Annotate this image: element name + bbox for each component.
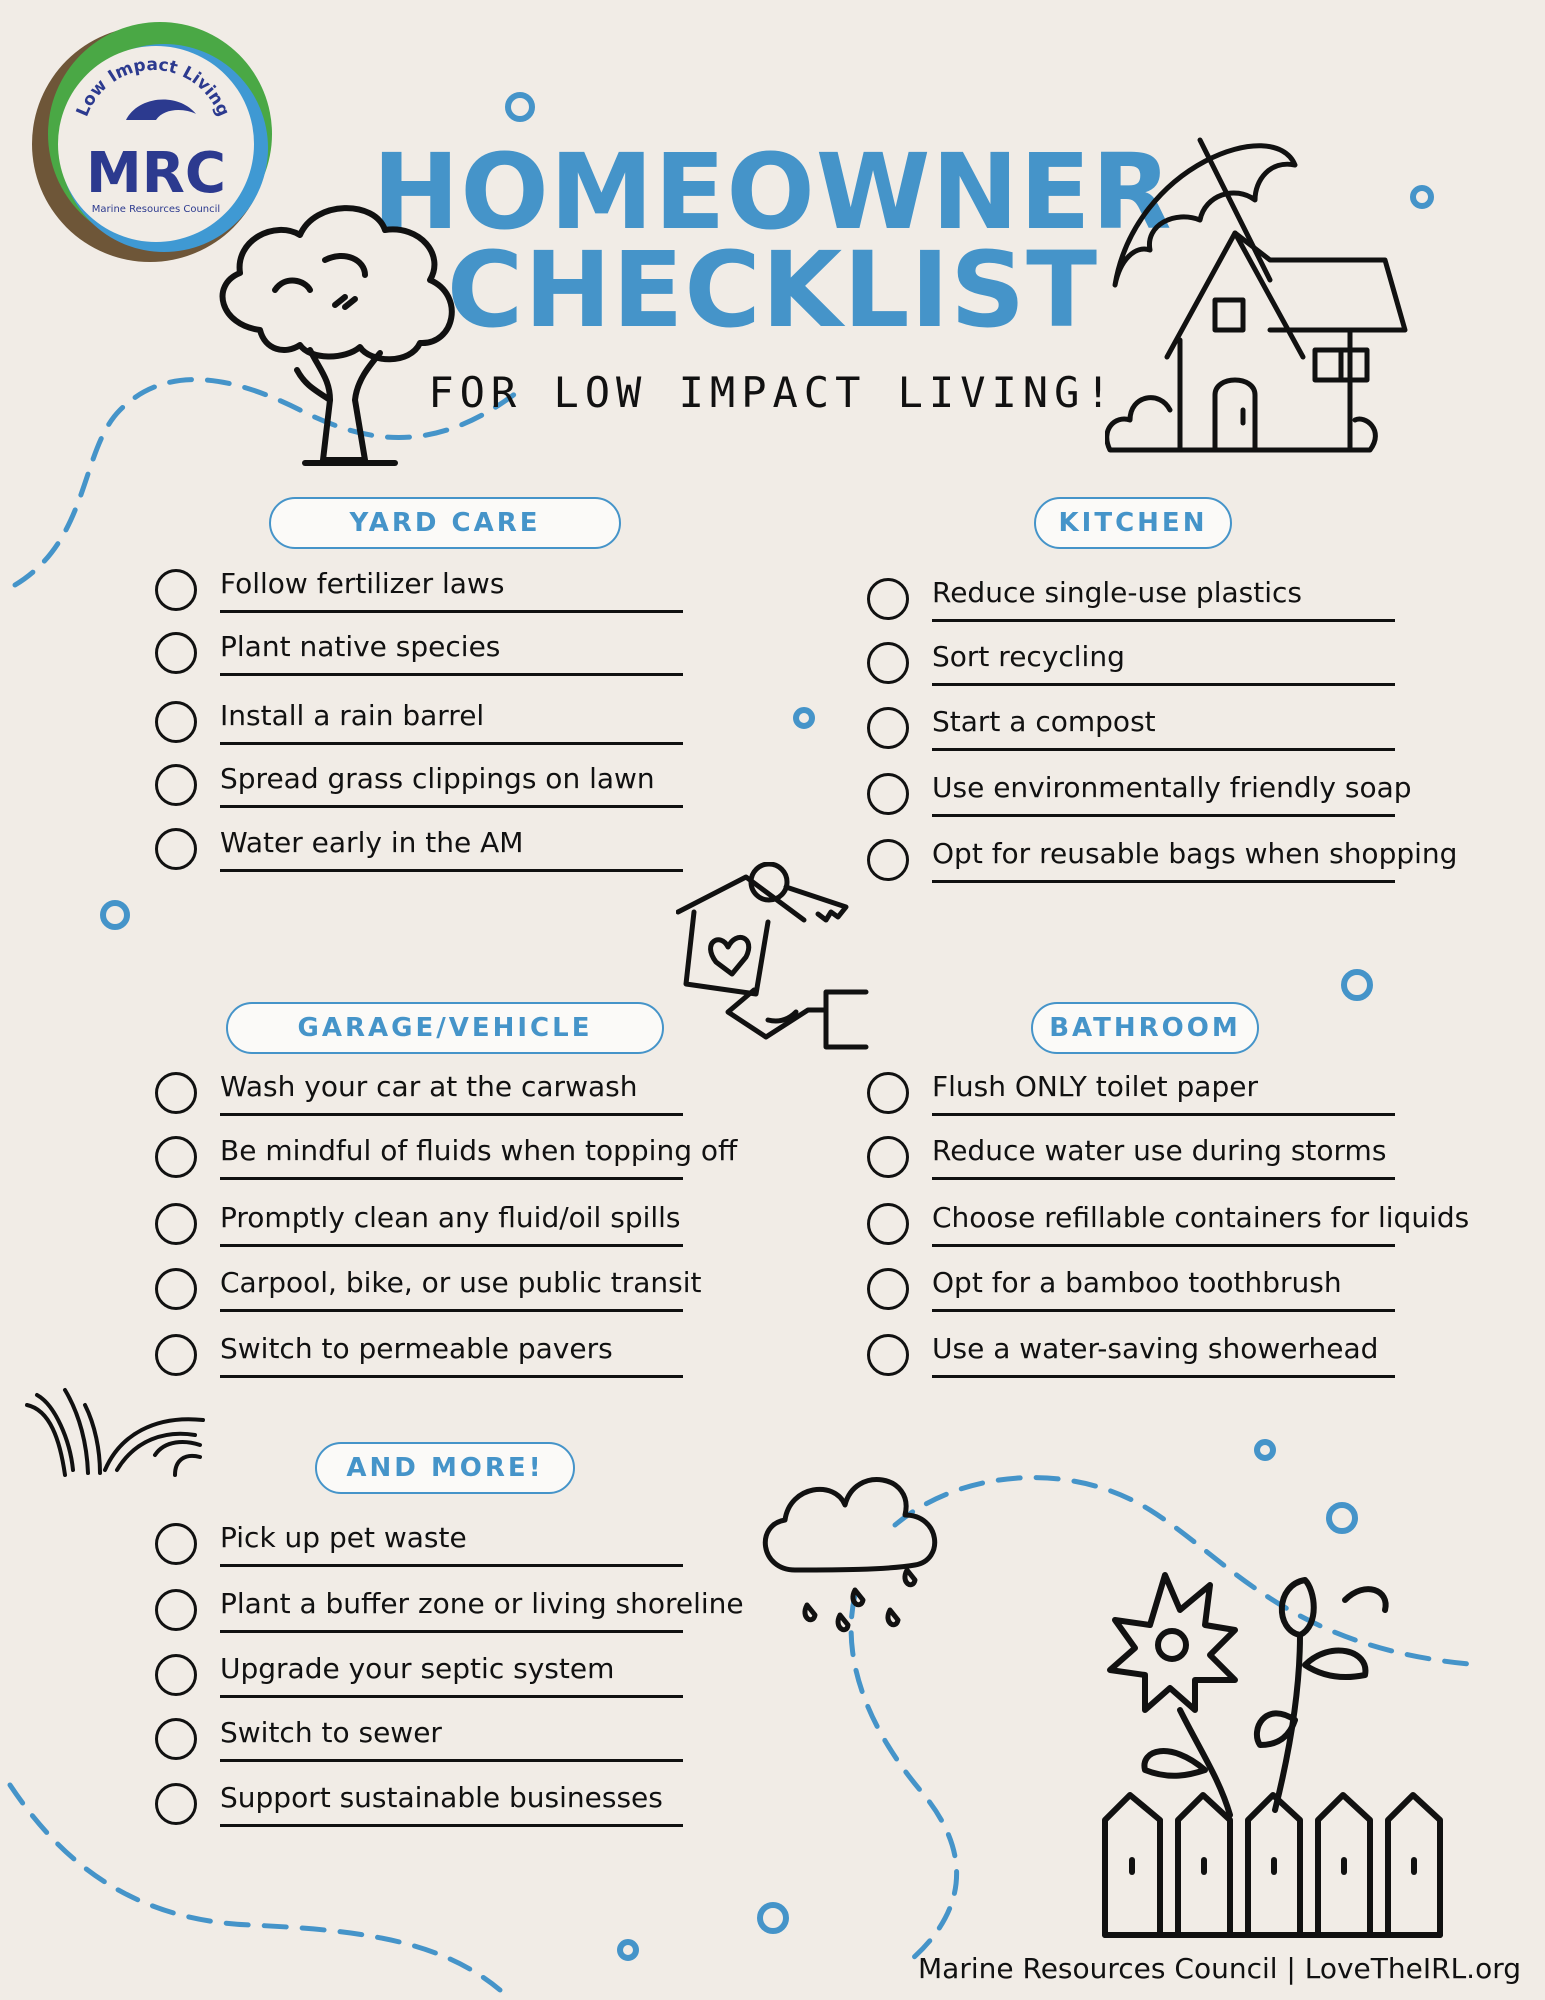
underline [220,1244,683,1247]
underline [220,1759,683,1762]
item-label: Switch to permeable pavers [220,1332,613,1365]
house-umbrella-icon [1105,125,1425,460]
item-label: Follow fertilizer laws [220,567,505,600]
item-label: Use environmentally friendly soap [932,771,1412,804]
item-label: Pick up pet waste [220,1521,467,1554]
underline [932,1113,1395,1116]
checkbox[interactable] [155,1072,197,1114]
underline [220,1113,683,1116]
checkbox[interactable] [867,642,909,684]
item-label: Use a water-saving showerhead [932,1332,1379,1365]
home-key-hand-icon [676,862,876,1062]
checkbox[interactable] [155,1718,197,1760]
checkbox[interactable] [155,632,197,674]
underline [932,1177,1395,1180]
section-heading-kitchen: KITCHEN [1034,497,1232,549]
footer-credit: Marine Resources Council | LoveTheIRL.org [918,1952,1521,1985]
page-title-line1: HOMEOWNER [372,131,1173,253]
item-label: Sort recycling [932,640,1125,673]
checkbox[interactable] [155,569,197,611]
item-label: Flush ONLY toilet paper [932,1070,1258,1103]
underline [932,619,1395,622]
tree-icon [205,195,475,475]
item-label: Opt for reusable bags when shopping [932,837,1458,870]
item-label: Wash your car at the carwash [220,1070,638,1103]
underline [220,1309,683,1312]
item-label: Water early in the AM [220,826,524,859]
underline [220,673,683,676]
checkbox[interactable] [155,1654,197,1696]
checkbox[interactable] [867,1136,909,1178]
checkbox[interactable] [155,1783,197,1825]
underline [220,1375,683,1378]
checkbox[interactable] [155,1136,197,1178]
checkbox[interactable] [155,1334,197,1376]
section-heading-bathroom: BATHROOM [1031,1002,1259,1054]
item-label: Reduce single-use plastics [932,576,1302,609]
checkbox[interactable] [867,1203,909,1245]
underline [932,683,1395,686]
underline [220,742,683,745]
underline [932,814,1395,817]
item-label: Plant native species [220,630,501,663]
logo-org-name: Marine Resources Council [91,204,221,215]
page-title-line2: CHECKLIST [446,229,1099,351]
section-heading-and-more: AND MORE! [315,1442,575,1494]
underline [220,869,683,872]
section-heading-garage-vehicle: GARAGE/VEHICLE [226,1002,664,1054]
item-label: Reduce water use during storms [932,1134,1387,1167]
logo-arc-text: Low Impact Living [72,54,234,120]
underline [220,1630,683,1633]
underline [932,880,1395,883]
item-label: Choose refillable containers for liquids [932,1201,1470,1234]
item-label: Opt for a bamboo toothbrush [932,1266,1342,1299]
checkbox[interactable] [155,764,197,806]
underline [932,748,1395,751]
underline [220,1695,683,1698]
item-label: Spread grass clippings on lawn [220,762,655,795]
checkbox[interactable] [155,1268,197,1310]
checkbox[interactable] [155,1523,197,1565]
checkbox[interactable] [155,1203,197,1245]
grass-icon [25,1385,205,1485]
item-label: Upgrade your septic system [220,1652,615,1685]
checkbox[interactable] [867,707,909,749]
checkbox[interactable] [867,578,909,620]
page-subtitle: FOR LOW IMPACT LIVING! [428,368,1117,417]
item-label: Plant a buffer zone or living shoreline [220,1587,744,1620]
flowers-fence-icon [1100,1570,1460,1940]
underline [220,1564,683,1567]
underline [220,610,683,613]
underline [220,1824,683,1827]
checkbox[interactable] [867,839,909,881]
underline [220,1177,683,1180]
checkbox[interactable] [155,701,197,743]
checkbox[interactable] [155,1589,197,1631]
item-label: Switch to sewer [220,1716,442,1749]
item-label: Support sustainable businesses [220,1781,663,1814]
underline [220,805,683,808]
item-label: Promptly clean any fluid/oil spills [220,1201,681,1234]
checkbox[interactable] [867,1334,909,1376]
logo-acronym: MRC [86,141,226,206]
section-heading-yard-care: YARD CARE [269,497,621,549]
underline [932,1244,1395,1247]
item-label: Carpool, bike, or use public transit [220,1266,702,1299]
checkbox[interactable] [867,1072,909,1114]
checkbox[interactable] [867,1268,909,1310]
checkbox[interactable] [155,828,197,870]
rain-cloud-icon [755,1460,955,1640]
underline [932,1309,1395,1312]
item-label: Install a rain barrel [220,699,485,732]
item-label: Start a compost [932,705,1156,738]
item-label: Be mindful of fluids when topping off [220,1134,738,1167]
underline [932,1375,1395,1378]
checkbox[interactable] [867,773,909,815]
